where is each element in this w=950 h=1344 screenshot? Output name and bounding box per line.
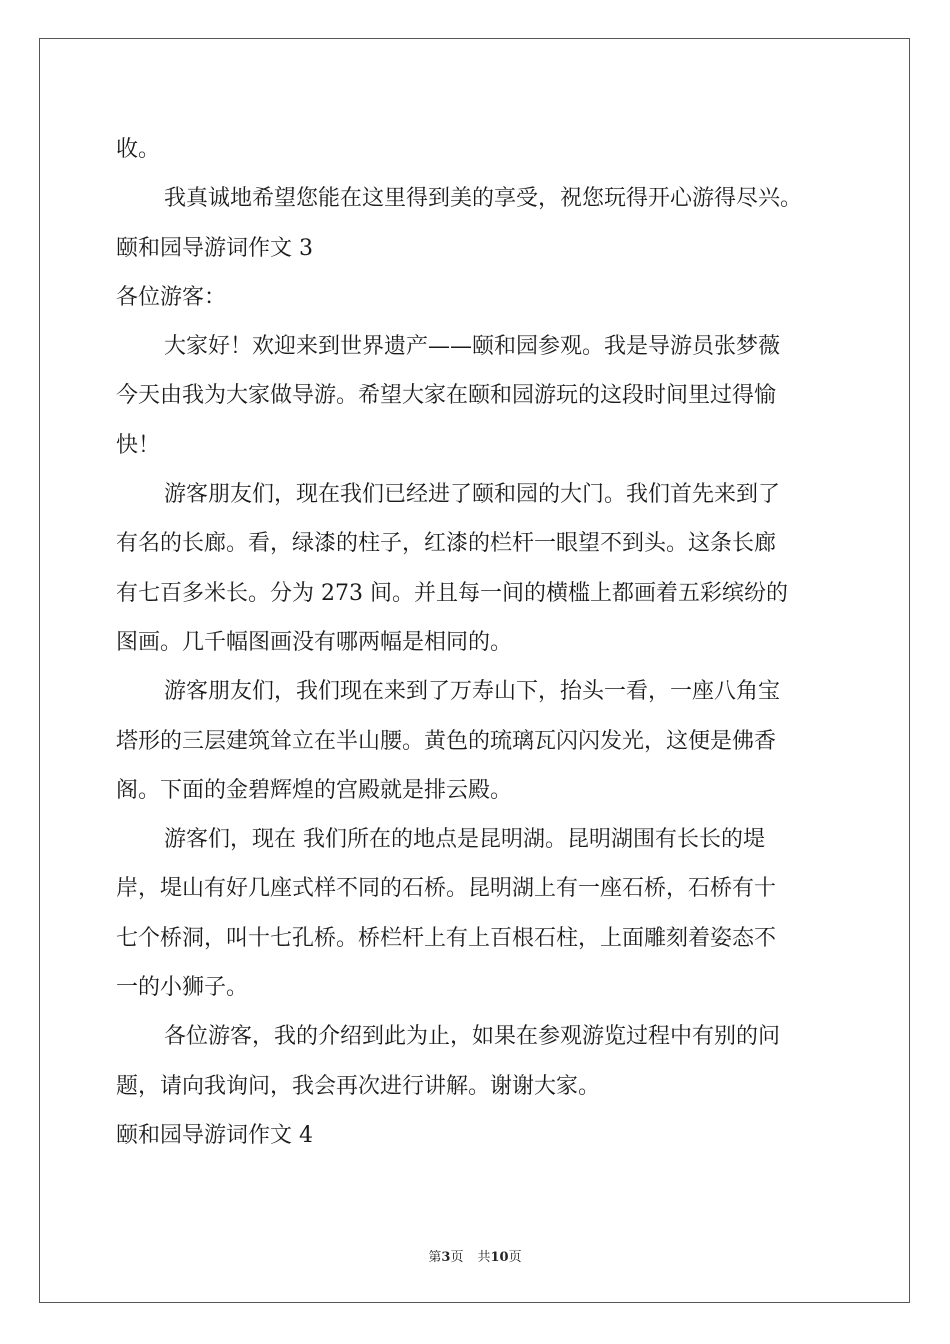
page-total-number: 10 bbox=[490, 1250, 509, 1265]
paragraph-line: 有名的长廊。看，绿漆的柱子，红漆的栏杆一眼望不到头。这条长廊 bbox=[116, 531, 777, 557]
paragraph-line: 各位游客，我的介绍到此为止，如果在参观游览过程中有别的问 bbox=[164, 1024, 781, 1050]
paragraph-line: 收。 bbox=[116, 137, 161, 162]
paragraph-line: 塔形的三层建筑耸立在半山腰。黄色的琉璃瓦闪闪发光，这便是佛香 bbox=[116, 728, 777, 754]
paragraph-line: 快！ bbox=[116, 432, 161, 458]
document-body bbox=[116, 125, 836, 1160]
paragraph-line: 游客们，现在 我们所在的地点是昆明湖。昆明湖围有长长的堤 bbox=[164, 827, 765, 853]
paragraph-line: 七个桥洞，叫十七孔桥。桥栏杆上有上百根石柱，上面雕刻着姿态不 bbox=[116, 925, 777, 951]
paragraph-line: 游客朋友们，我们现在来到了万寿山下，抬头一看，一座八角宝 bbox=[164, 679, 781, 705]
paragraph-line: 大家好！欢迎来到世界遗产——颐和园参观。我是导游员张梦薇 bbox=[164, 334, 781, 360]
salutation-line: 各位游客： bbox=[116, 284, 227, 310]
paragraph-line: 阁。下面的金碧辉煌的宫殿就是排云殿。 bbox=[116, 777, 513, 803]
total-suffix: 页 bbox=[508, 1250, 522, 1265]
paragraph-line: 游客朋友们，现在我们已经进了颐和园的大门。我们首先来到了 bbox=[164, 482, 781, 508]
page-current-number: 3 bbox=[441, 1250, 451, 1265]
paragraph-line: 今天由我为大家做导游。希望大家在颐和园游玩的这段时间里过得愉 bbox=[116, 383, 777, 409]
paragraph-line: 我真诚地希望您能在这里得到美的享受，祝您玩得开心游得尽兴。 bbox=[164, 186, 803, 212]
paragraph-line: 题，请向我询问，我会再次进行讲解。谢谢大家。 bbox=[116, 1073, 601, 1099]
page-suffix: 页 bbox=[450, 1250, 464, 1265]
page-footer bbox=[0, 1246, 950, 1265]
paragraph-line: 岸，堤山有好几座式样不同的石桥。昆明湖上有一座石桥，石桥有十 bbox=[116, 876, 777, 902]
section-heading: 颐和园导游词作文 4 bbox=[116, 1122, 313, 1148]
page-prefix: 第 bbox=[428, 1250, 442, 1265]
paragraph-line: 图画。几千幅图画没有哪两幅是相同的。 bbox=[116, 629, 513, 655]
paragraph-line: 有七百多米长。分为 273 间。并且每一间的横槛上都画着五彩缤纷的 bbox=[116, 580, 788, 606]
total-prefix: 共 bbox=[477, 1250, 491, 1265]
paragraph-line: 一的小狮子。 bbox=[116, 975, 249, 1001]
section-heading: 颐和园导游词作文 3 bbox=[116, 235, 313, 261]
